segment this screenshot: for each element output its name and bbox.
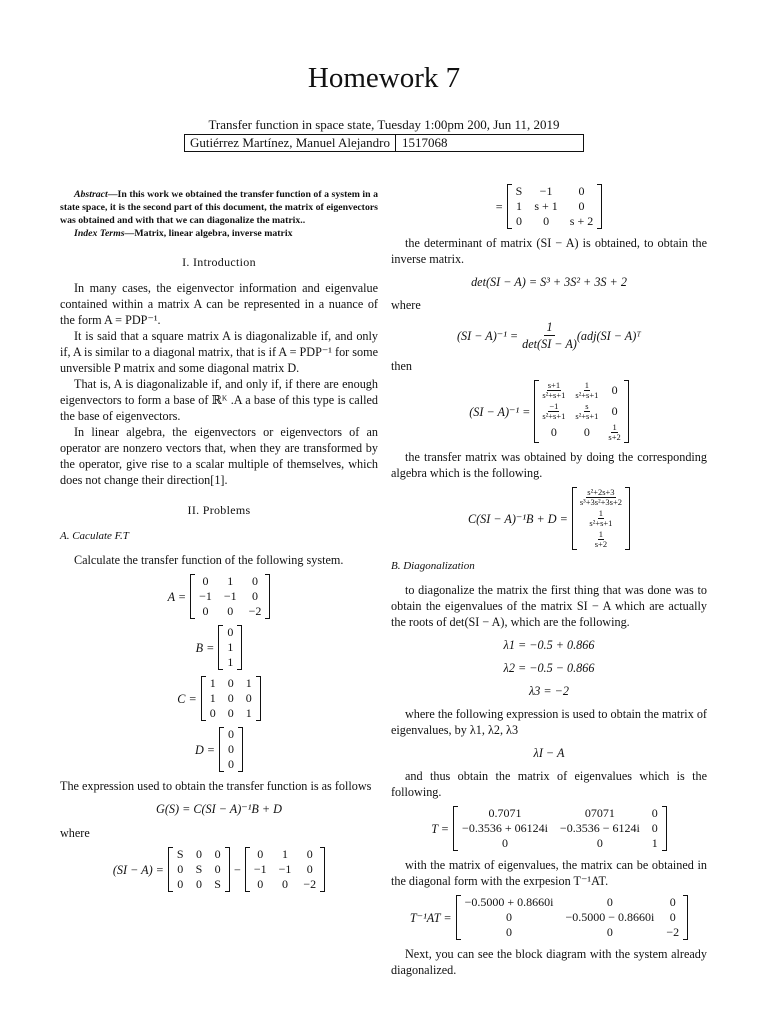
subsection-b: B. Diagonalization bbox=[391, 560, 475, 572]
matrix-row bbox=[222, 757, 240, 772]
fraction-denominator: s²+s+1 bbox=[575, 411, 599, 421]
matrix-cell: 0 bbox=[669, 895, 676, 909]
matrix-row bbox=[248, 862, 322, 877]
left-column bbox=[60, 188, 378, 898]
matrix-row bbox=[222, 727, 240, 742]
matrix-cell: 0 bbox=[227, 625, 234, 639]
matrix-cell: −2 bbox=[248, 604, 262, 618]
matrix-row bbox=[204, 691, 258, 706]
diagonal-matrix bbox=[459, 895, 686, 940]
matrix-cell: 0 bbox=[651, 821, 658, 835]
student-id: 1517068 bbox=[401, 135, 448, 150]
inverse-formula bbox=[391, 319, 707, 352]
si-minus-a-result bbox=[391, 184, 707, 229]
matrix-cell bbox=[575, 487, 627, 508]
matrix-cell: −0.3536 + 06124i bbox=[462, 821, 548, 835]
matrix-cell: s + 1 bbox=[534, 199, 558, 213]
equals-sign: = bbox=[495, 199, 503, 214]
matrix-cell bbox=[570, 380, 603, 401]
transfer-matrix-equation bbox=[391, 487, 707, 550]
matrix-row bbox=[510, 184, 600, 199]
where-text-1: where bbox=[60, 826, 90, 840]
matrix-cell: 0 bbox=[501, 836, 508, 850]
matrix-row bbox=[575, 529, 627, 550]
matrix-row bbox=[204, 706, 258, 721]
fraction-denominator: s²+s+1 bbox=[542, 411, 566, 421]
matrix-fraction bbox=[589, 509, 612, 528]
diagonalization-paragraph-4: with the matrix of eigenvalues, the matrix can be obtained in the diagonal form with the exrpesion T⁻¹AT. bbox=[391, 858, 707, 888]
inverse-formula-denominator: det(SI − A) bbox=[522, 337, 577, 351]
matrix-cell: 0 bbox=[214, 847, 221, 861]
matrix-cell: 0 bbox=[227, 676, 234, 690]
matrix-cell: 1 bbox=[209, 691, 216, 705]
matrix-row bbox=[193, 589, 267, 604]
matrix-cell: 0 bbox=[227, 604, 234, 618]
fraction-denominator: s²+s+1 bbox=[575, 390, 599, 400]
matrix-c-label: C = bbox=[177, 691, 197, 706]
inverse-matrix-lhs: (SI − A)⁻¹ = bbox=[469, 404, 531, 419]
matrix-cell: 0 bbox=[228, 742, 235, 756]
fraction-numerator: s+1 bbox=[547, 380, 561, 390]
matrix-cell: 0 bbox=[202, 604, 209, 618]
matrix-row bbox=[456, 806, 664, 821]
matrix-cell: 0 bbox=[516, 214, 522, 228]
matrix-row bbox=[193, 604, 267, 619]
si-minus-a-equation bbox=[60, 847, 378, 892]
matrix-cell: 0 bbox=[214, 862, 221, 876]
t-label: T = bbox=[431, 821, 450, 836]
matrix-cell bbox=[575, 529, 627, 550]
inverse-formula-fraction bbox=[522, 319, 577, 352]
diagonal-matrix-equation bbox=[391, 895, 707, 940]
matrix-cell: 1 bbox=[245, 676, 252, 690]
matrix-row bbox=[456, 821, 664, 836]
matrix-row bbox=[459, 895, 686, 910]
matrix-cell: 0 bbox=[195, 877, 202, 891]
matrix-cell: 0 bbox=[282, 877, 289, 891]
tat-label: T⁻¹AT = bbox=[409, 910, 452, 925]
matrix-cell: 1 bbox=[516, 199, 522, 213]
matrix-row bbox=[537, 401, 625, 422]
matrix-cell: 0 bbox=[245, 691, 252, 705]
diagonalization-paragraph-3: and thus obtain the matrix of eigenvalues which is the following. bbox=[391, 769, 707, 799]
matrix-cell: 0 bbox=[257, 877, 264, 891]
matrix-cell: 0 bbox=[606, 925, 613, 939]
matrix-c bbox=[204, 676, 258, 721]
matrix-a bbox=[193, 574, 267, 619]
matrix-row bbox=[248, 877, 322, 892]
right-column bbox=[391, 178, 707, 978]
matrix-b-label: B = bbox=[195, 640, 215, 655]
matrix-cell: 0 bbox=[550, 425, 557, 439]
transfer-matrix-lhs: C(SI − A)⁻¹B + D = bbox=[467, 511, 568, 526]
matrix-cell: −1 bbox=[199, 589, 212, 603]
matrix-cell: 0 bbox=[506, 925, 513, 939]
matrix-cell: 0 bbox=[209, 706, 216, 720]
matrix-cell bbox=[537, 380, 570, 401]
matrix-row bbox=[171, 862, 227, 877]
matrix-a-label: A = bbox=[167, 589, 187, 604]
matrix-cell: 0 bbox=[177, 862, 184, 876]
transfer-matrix bbox=[575, 487, 627, 550]
paper-title: Homework 7 bbox=[307, 62, 461, 94]
matrix-a-equation bbox=[60, 574, 378, 619]
fraction-denominator: s²+s+1 bbox=[589, 518, 613, 528]
matrix-row bbox=[171, 877, 227, 892]
matrix-cell: 0.7071 bbox=[488, 806, 522, 820]
matrix-cell: −1 bbox=[223, 589, 237, 603]
matrix-cell: S bbox=[195, 862, 203, 876]
matrix-row bbox=[510, 199, 600, 214]
matrix-row bbox=[510, 214, 600, 229]
matrix-fraction bbox=[542, 381, 565, 400]
matrix-cell: 0 bbox=[202, 574, 209, 588]
matrix-cell: 0 bbox=[578, 184, 585, 198]
fraction-denominator: s+2 bbox=[594, 539, 608, 549]
matrix-row bbox=[171, 847, 227, 862]
where-text-2: where bbox=[391, 298, 421, 312]
matrix-cell: S bbox=[515, 184, 523, 198]
lambda-i-minus-a: λI − A bbox=[533, 746, 565, 760]
matrix-cell: 0 bbox=[583, 425, 590, 439]
author-name: Gutiérrez Martínez, Manuel Alejandro bbox=[185, 135, 396, 151]
matrix-cell: 0 bbox=[611, 404, 618, 418]
matrix-c-equation bbox=[60, 676, 378, 721]
matrix-row bbox=[459, 925, 686, 940]
matrix-cell: 0 bbox=[227, 691, 234, 705]
matrix-cell: −0.5000 − 0.8660i bbox=[565, 910, 655, 924]
then-text: then bbox=[391, 359, 412, 373]
intro-paragraph-2: It is said that a square matrix A is diagonalizable if, and only if, A is similar to a diagonal matrix, that is if A = PDP⁻¹ for some unversible P matrix and some diagonal matrix D. bbox=[60, 329, 378, 375]
matrix-cell: 0 bbox=[506, 910, 513, 924]
matrix-cell bbox=[603, 422, 625, 443]
si-minus-a-label: (SI − A) = bbox=[112, 862, 164, 877]
matrix-row bbox=[204, 676, 258, 691]
matrix-cell: 0 bbox=[252, 574, 259, 588]
intro-paragraph-4: In linear algebra, the eigenvectors or eigenvectors of an operator are nonzero vectors that, when they are transformed by the operator, give rise to a scalar multiple of themselves, which does not change their direction[1]. bbox=[60, 425, 378, 487]
matrix-cell: 1 bbox=[227, 655, 234, 669]
matrix-cell: 0 bbox=[177, 877, 184, 891]
matrix-cell: 0 bbox=[669, 910, 676, 924]
diagonalization-paragraph-5: Next, you can see the block diagram with the system already diagonalized. bbox=[391, 947, 707, 977]
author-box bbox=[184, 134, 584, 152]
matrix-cell: S bbox=[214, 877, 221, 891]
matrix-cell: 1 bbox=[209, 676, 216, 690]
matrix-row bbox=[222, 742, 240, 757]
fraction-denominator: s³+3s²+3s+2 bbox=[579, 497, 623, 507]
eigenvalue-1: λ1 = −0.5 + 0.866 bbox=[503, 638, 595, 652]
matrix-cell: 0 bbox=[306, 862, 313, 876]
eigenvector-matrix-equation bbox=[391, 806, 707, 851]
matrix-cell: −0.3536 − 6124i bbox=[559, 821, 640, 835]
matrix-cell: 1 bbox=[227, 574, 234, 588]
matrix-a-repeat bbox=[248, 847, 322, 892]
matrix-fraction bbox=[575, 381, 598, 400]
inverse-formula-numerator: 1 bbox=[546, 320, 553, 334]
matrix-cell bbox=[570, 401, 603, 422]
paper-subtitle: Transfer function in space state, Tuesday 1:00pm 200, Jun 11, 2019 bbox=[208, 117, 560, 132]
diagonalization-paragraph-1: to diagonalize the matrix the first thing that was done was to obtain the eigenvalues of the matrix SI − A which are actually the roots of det(SI − A), which are the following. bbox=[391, 583, 707, 629]
index-label: Index Terms bbox=[74, 228, 125, 239]
abstract bbox=[60, 188, 378, 227]
fraction-numerator: 1 bbox=[598, 508, 604, 518]
determinant-paragraph: the determinant of matrix (SI − A) is obtained, to obtain the inverse matrix. bbox=[391, 236, 707, 266]
problem-paragraph-1: Calculate the transfer function of the following system. bbox=[74, 553, 344, 567]
determinant-equation: det(SI − A) = S³ + 3S² + 3S + 2 bbox=[471, 275, 627, 289]
matrix-cell: 0 bbox=[228, 757, 235, 771]
matrix-cell: 1 bbox=[282, 847, 289, 861]
matrix-row bbox=[221, 625, 239, 640]
matrix-cell: 07071 bbox=[584, 806, 615, 820]
fraction-denominator: s+2 bbox=[608, 432, 621, 442]
matrix-cell: −1 bbox=[253, 862, 267, 876]
fraction-numerator: −1 bbox=[549, 401, 559, 411]
index-text: —Matrix, linear algebra, inverse matrix bbox=[124, 228, 293, 239]
inverse-matrix bbox=[537, 380, 625, 443]
matrix-cell: 1 bbox=[227, 640, 234, 654]
minus-sign: − bbox=[233, 862, 241, 877]
fraction-numerator: s bbox=[585, 401, 589, 411]
matrix-si bbox=[171, 847, 227, 892]
matrix-cell bbox=[575, 508, 627, 529]
fraction-numerator: 1 bbox=[584, 380, 590, 390]
matrix-cell: 1 bbox=[245, 706, 252, 720]
matrix-cell: 0 bbox=[596, 836, 603, 850]
transfer-matrix-paragraph: the transfer matrix was obtained by doing the corresponding algebra which is the following. bbox=[391, 450, 707, 480]
fraction-denominator: s²+s+1 bbox=[542, 390, 566, 400]
matrix-cell: 0 bbox=[252, 589, 259, 603]
fraction-numerator: s²+2s+3 bbox=[587, 487, 615, 497]
matrix-b bbox=[221, 625, 239, 670]
matrix-cell: 0 bbox=[306, 847, 313, 861]
eigenvalue-2: λ2 = −0.5 − 0.866 bbox=[503, 661, 595, 675]
eigenvalue-3: λ3 = −2 bbox=[528, 684, 569, 698]
problem-paragraph-2: The expression used to obtain the transfer function is as follows bbox=[60, 779, 372, 793]
matrix-b-equation bbox=[60, 625, 378, 670]
matrix-cell: 0 bbox=[228, 727, 235, 741]
matrix-fraction bbox=[608, 423, 620, 442]
intro-paragraph-3: That is, A is diagonalizable if, and only if, if there are enough eigenvectors to form a base of ℝᴷ .A a base of this type is called the base of eigenvectors. bbox=[60, 377, 378, 423]
section-heading-intro: I. Introduction bbox=[182, 255, 256, 269]
section-heading-problems: II. Problems bbox=[187, 503, 251, 517]
matrix-row bbox=[537, 380, 625, 401]
matrix-cell: −0.5000 + 0.8660i bbox=[464, 895, 554, 909]
diagonalization-paragraph-2: where the following expression is used to obtain the matrix of eigenvalues, by λ1, λ2, λ3 bbox=[391, 707, 707, 737]
matrix-row bbox=[248, 847, 322, 862]
matrix-cell: 0 bbox=[227, 706, 234, 720]
inverse-formula-rhs: (adj(SI − A)ᵀ bbox=[576, 328, 642, 343]
matrix-cell: −1 bbox=[278, 862, 292, 876]
matrix-row bbox=[575, 487, 627, 508]
inverse-formula-lhs: (SI − A)⁻¹ = bbox=[456, 328, 519, 343]
matrix-cell: S bbox=[176, 847, 184, 861]
matrix-d bbox=[222, 727, 240, 772]
matrix-cell: s + 2 bbox=[569, 214, 594, 228]
matrix-d-label: D = bbox=[194, 742, 216, 757]
intro-paragraph-1: In many cases, the eigenvector information and eigenvalue contained within a matrix A can be represented in a nuance of the form A = PDP⁻¹. bbox=[60, 281, 378, 327]
matrix-row bbox=[537, 422, 625, 443]
matrix-row bbox=[456, 836, 664, 851]
matrix-cell: 0 bbox=[195, 847, 202, 861]
matrix-row bbox=[193, 574, 267, 589]
matrix-cell: 1 bbox=[651, 836, 658, 850]
matrix-cell: −2 bbox=[303, 877, 317, 891]
index-terms bbox=[60, 227, 378, 240]
matrix-row bbox=[459, 910, 686, 925]
matrix-cell: −1 bbox=[539, 184, 553, 198]
eigenvector-matrix bbox=[456, 806, 664, 851]
matrix-cell: 0 bbox=[606, 895, 613, 909]
matrix-fraction bbox=[595, 530, 607, 549]
matrix-cell: 0 bbox=[651, 806, 658, 820]
subsection-a: A. Caculate F.T bbox=[60, 530, 129, 542]
abstract-text: —In this work we obtained the transfer function of a system in a state space, it is the second part of this document, the matrix of eigenvectors was obtained and with that we can diagonalize the matrix.. bbox=[60, 189, 378, 226]
matrix-fraction bbox=[542, 402, 565, 421]
matrix-cell: 0 bbox=[578, 199, 585, 213]
matrix-cell: −2 bbox=[666, 925, 680, 939]
fraction-numerator: 1 bbox=[612, 422, 617, 432]
fraction-numerator: 1 bbox=[598, 529, 604, 539]
matrix-si-minus-a bbox=[510, 184, 600, 229]
abstract-label: Abstract bbox=[74, 189, 108, 200]
matrix-fraction bbox=[580, 488, 622, 507]
matrix-cell: 0 bbox=[611, 383, 618, 397]
inverse-matrix-equation bbox=[391, 380, 707, 443]
matrix-d-equation bbox=[60, 727, 378, 772]
matrix-fraction bbox=[575, 402, 598, 421]
matrix-cell: 0 bbox=[257, 847, 264, 861]
matrix-cell: 0 bbox=[543, 214, 550, 228]
matrix-cell bbox=[537, 401, 570, 422]
matrix-row bbox=[575, 508, 627, 529]
matrix-row bbox=[221, 640, 239, 655]
matrix-row bbox=[221, 655, 239, 670]
transfer-function-equation: G(S) = C(SI − A)⁻¹B + D bbox=[156, 802, 282, 816]
